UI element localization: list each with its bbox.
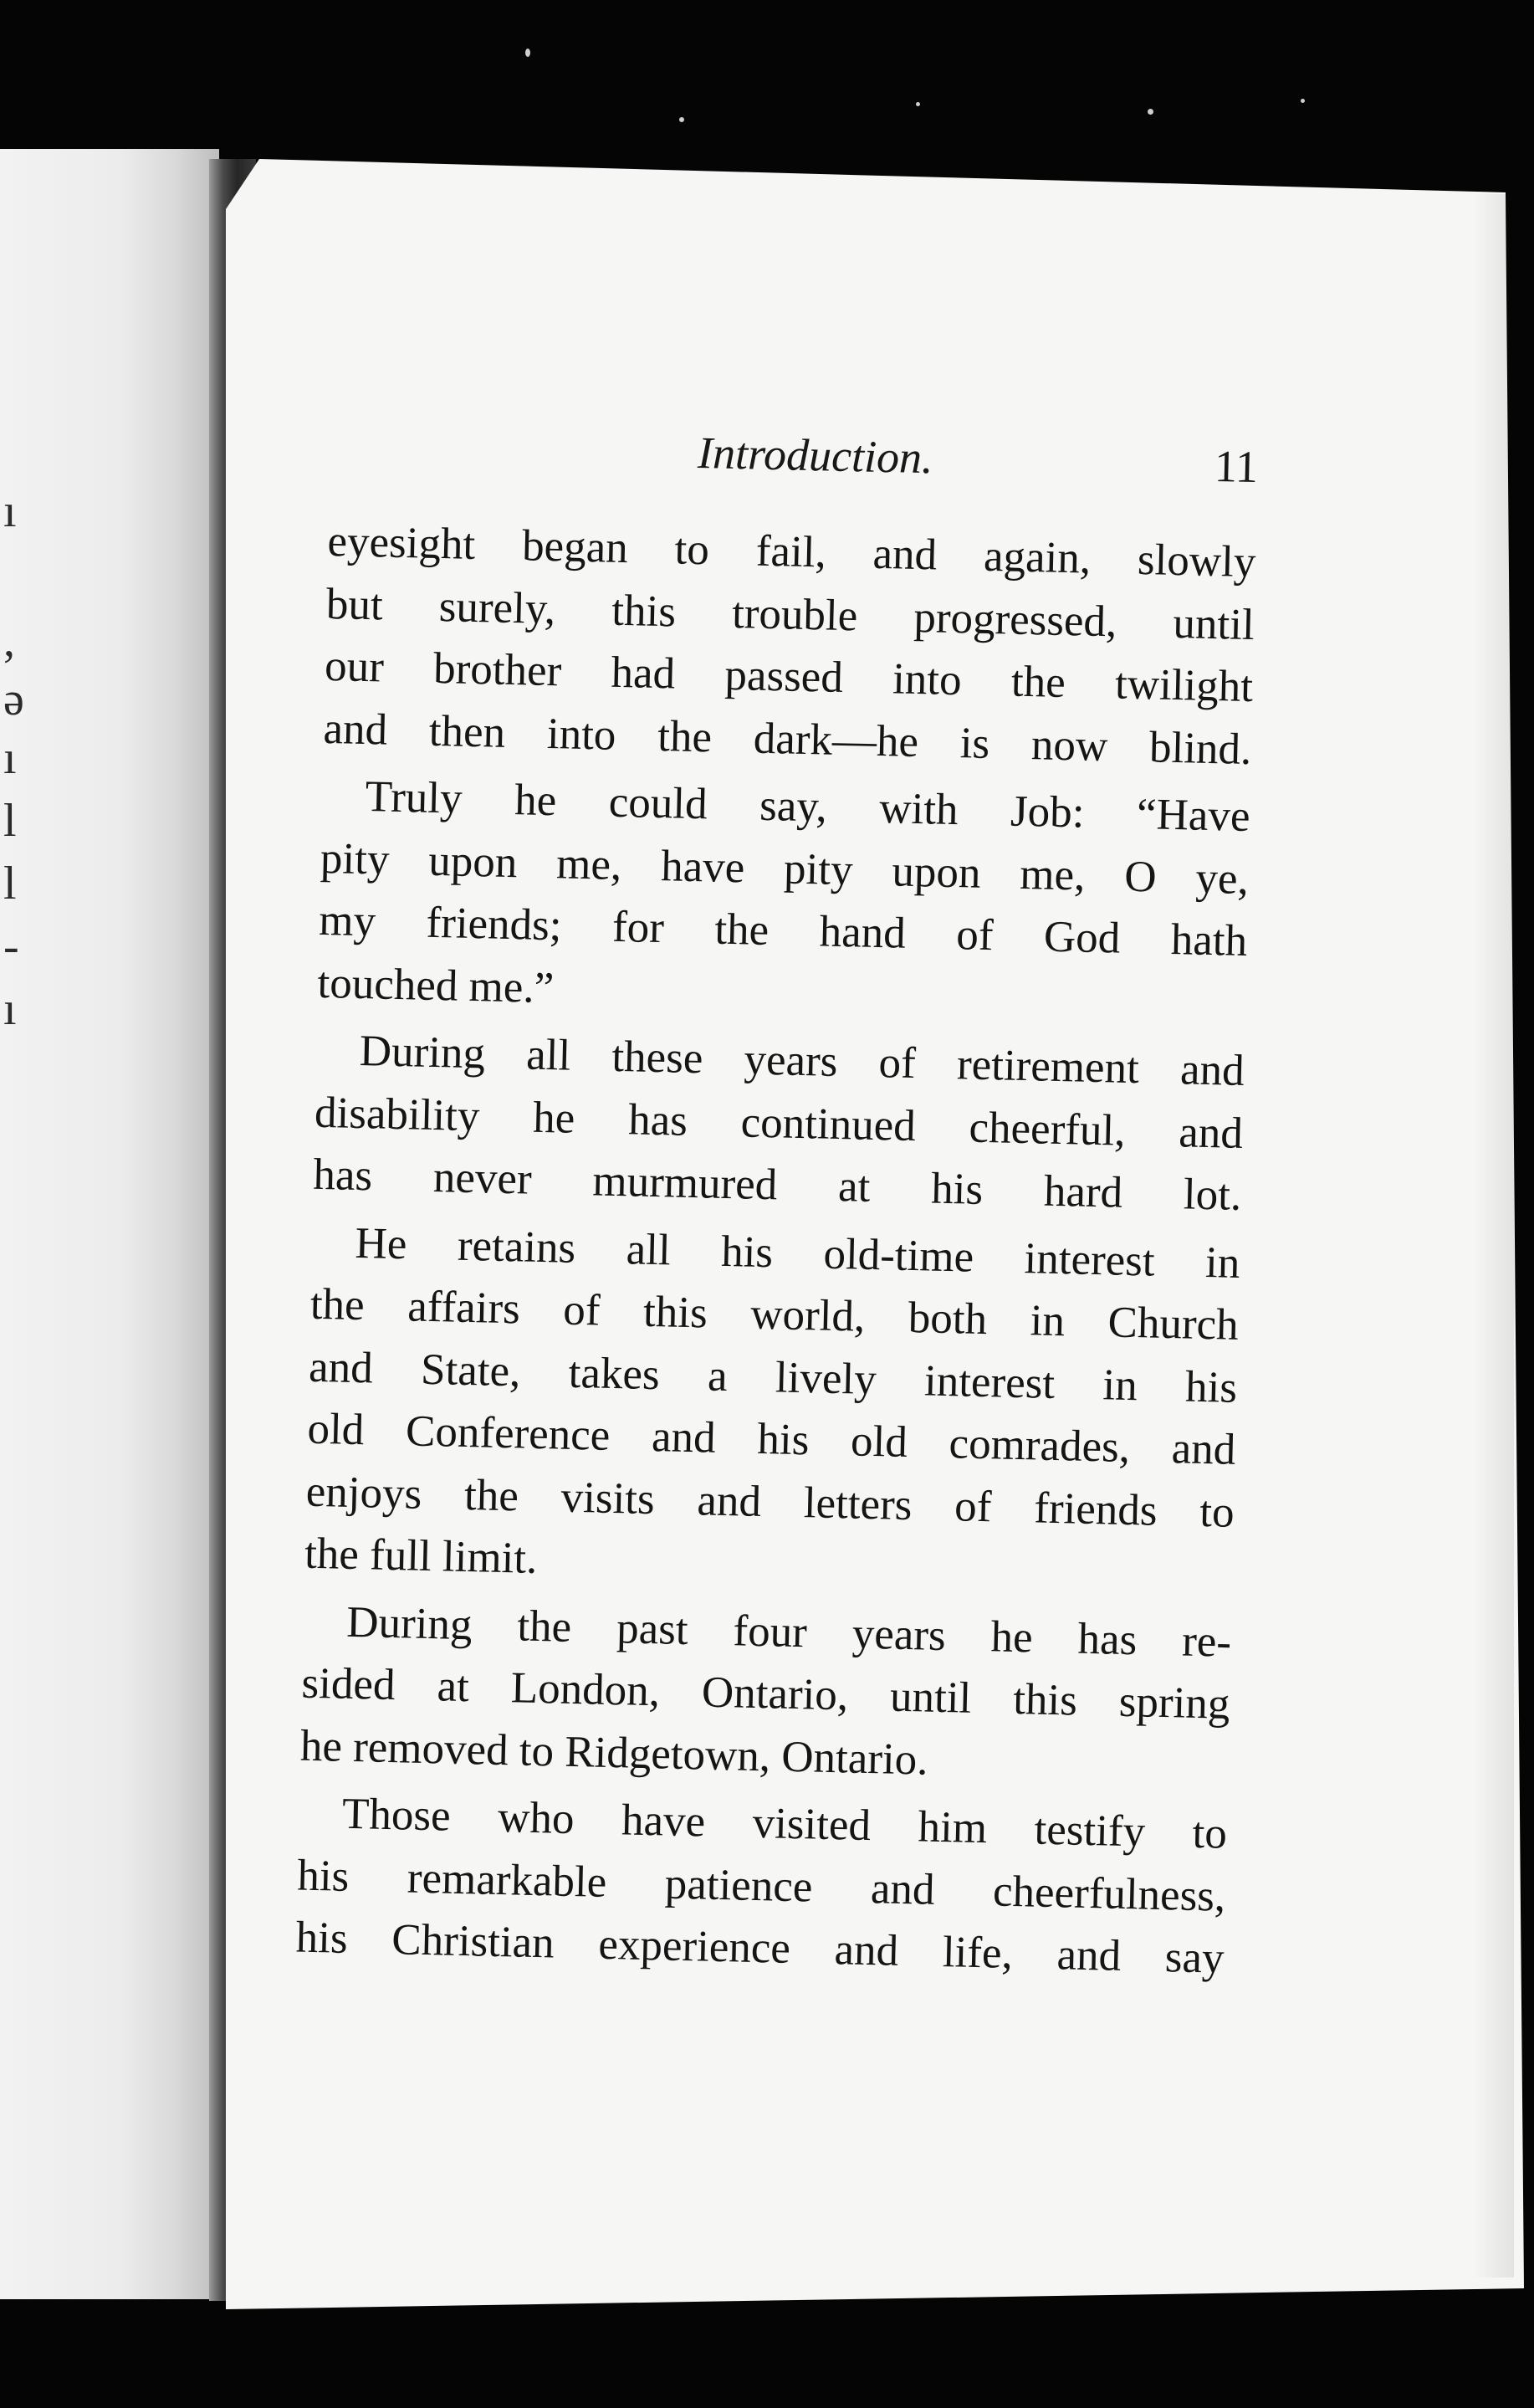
facing-page-fragment: , (3, 615, 15, 667)
text-line: touched me.” (317, 958, 555, 1012)
text-line: and State, takes a lively interest in his (308, 1342, 1238, 1412)
text-line: eyesight began to fail, and again, slowly (327, 516, 1257, 587)
paragraph (317, 765, 1250, 1035)
scan-speck (1148, 109, 1153, 115)
text-line: my friends; for the hand of God hath (318, 895, 1248, 966)
paragraph (304, 1211, 1240, 1606)
text-line: but surely, this trouble progressed, until (325, 579, 1255, 649)
page-edge-shadow (1472, 194, 1514, 2277)
text-line: During the past four years he has re- (345, 1597, 1232, 1667)
paragraph (313, 1019, 1245, 1227)
text-line: Truly he could say, with Job: “Have (365, 772, 1251, 842)
facing-page-left (0, 149, 219, 2299)
text-line: the full limit. (304, 1529, 539, 1583)
facing-page-fragment: - (3, 920, 19, 972)
scan-speck (1301, 99, 1305, 103)
facing-page-fragment: l (3, 795, 17, 847)
text-line: He retains all his old-time interest in (354, 1218, 1241, 1288)
page-number: 11 (1214, 441, 1259, 493)
paragraph (299, 1590, 1232, 1798)
text-line: sided at London, Ontario, until this spring (301, 1658, 1231, 1729)
text-line: our brother had passed into the twilight (324, 641, 1254, 712)
facing-page-fragment: ə (3, 674, 24, 725)
scan-speck (525, 49, 530, 57)
text-line: has never murmured at his hard lot. (312, 1150, 1242, 1220)
text-line: the affairs of this world, both in Church (309, 1279, 1240, 1350)
facing-page-fragment: l (3, 858, 17, 909)
scan-speck (916, 102, 920, 106)
page-text-block (295, 418, 1259, 1995)
text-line: enjoys the visits and letters of friends to (305, 1467, 1235, 1537)
paragraph (295, 1782, 1228, 1990)
facing-page-fragment: ı (3, 983, 17, 1035)
scan-speck (679, 117, 684, 122)
text-line: pity upon me, have pity upon me, O ye, (320, 833, 1250, 904)
text-line: his Christian experience and life, and say (295, 1913, 1225, 1983)
text-line: his remarkable patience and cheerfulness, (296, 1851, 1226, 1921)
paragraph (323, 510, 1256, 781)
text-line: disability he has continued cheerful, and (314, 1088, 1244, 1158)
text-line: and then into the dark—he is now blind. (322, 704, 1252, 774)
running-title: Introduction. (697, 427, 934, 484)
facing-page-fragment: ı (3, 732, 17, 784)
text-line: old Conference and his old comrades, and (306, 1404, 1236, 1474)
text-line: Those who have visited him testify to (341, 1789, 1228, 1858)
facing-page-fragment: ı (3, 485, 17, 537)
text-line: he removed to Ridgetown, Ontario. (299, 1721, 929, 1785)
text-line: During all these years of retirement and (359, 1026, 1245, 1095)
